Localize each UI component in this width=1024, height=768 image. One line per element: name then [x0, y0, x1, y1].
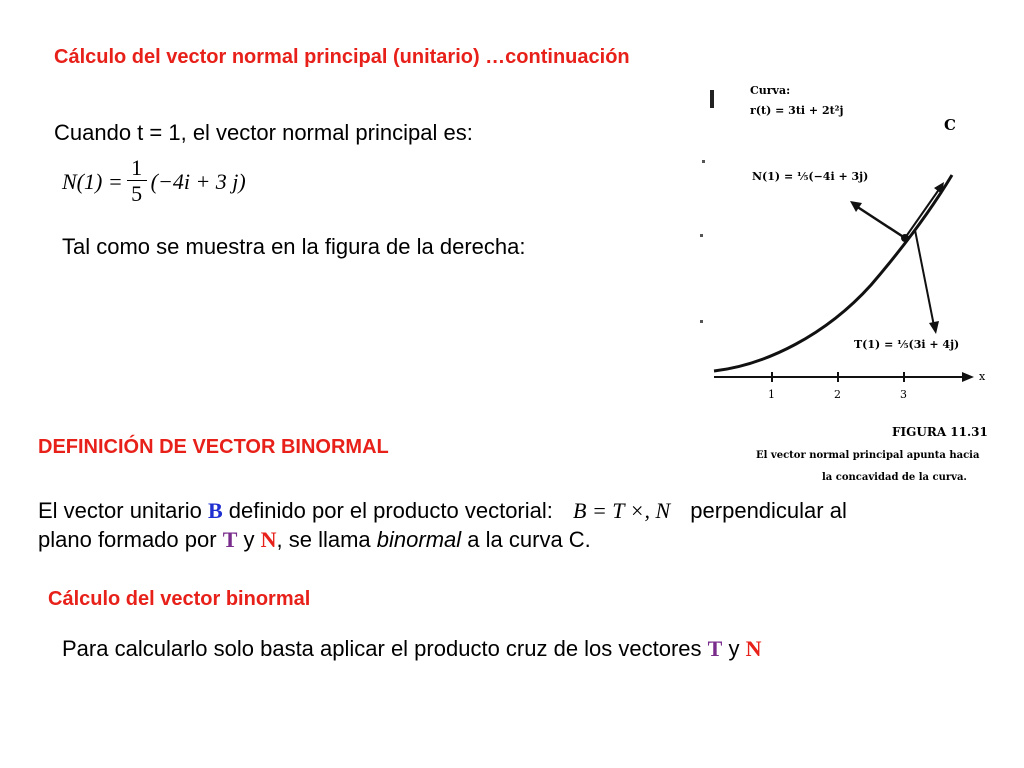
normal-vector-label: N(1) = ⅕(−4i + 3j) — [752, 170, 869, 183]
intro-text: Cuando t = 1, el vector normal principal es: — [54, 120, 473, 145]
page-title: Cálculo del vector normal principal (unitario) …continuación — [54, 46, 630, 68]
equation-fraction — [127, 156, 147, 207]
normal-vector-arrow — [856, 206, 905, 238]
binormal-formula: B = T ×, N — [573, 498, 671, 523]
figure-caption-line-1: El vector normal principal apunta hacia — [756, 450, 980, 461]
tick-label-2: 2 — [834, 388, 841, 401]
figure-caption-line-2: la concavidad de la curva. — [822, 472, 967, 483]
binormal-calculation-text: Para calcularlo solo basta aplicar el producto cruz de los vectores T y N — [62, 636, 762, 661]
binormal-definition-text: El vector unitario B definido por el producto vectorial: B = T ×, N perpendicular al plano formado por T y N, se llama binormal a la curva C. — [38, 498, 847, 552]
x-axis-label: x — [979, 370, 986, 383]
curve-label: Curva: — [750, 84, 791, 97]
tangent-vector-arrow — [915, 230, 934, 326]
equation-rhs: (−4i + 3 j) — [150, 168, 246, 194]
vector-t: T — [222, 527, 238, 552]
c-pointer-arrow — [905, 188, 940, 238]
binormal-definition-heading: DEFINICIÓN DE VECTOR BINORMAL — [38, 436, 389, 458]
curve-figure — [696, 80, 996, 500]
curve-diagram — [696, 80, 996, 500]
normal-vector-equation — [62, 156, 246, 207]
binormal-calculation-heading: Cálculo del vector binormal — [48, 588, 311, 610]
equation-lhs: N(1) = — [62, 168, 123, 194]
curve-c-label: C — [944, 116, 956, 134]
figure-caption-title: FIGURA 11.31 — [892, 425, 988, 439]
fraction-denominator: 5 — [131, 181, 143, 206]
figure-reference-text: Tal como se muestra en la figura de la derecha: — [62, 234, 526, 259]
vector-n: N — [260, 527, 277, 552]
tick-label-3: 3 — [900, 388, 907, 401]
calc-vector-n: N — [745, 636, 762, 661]
tick-label-1: 1 — [768, 388, 775, 401]
tangent-vector-label: T(1) = ⅕(3i + 4j) — [854, 338, 960, 351]
fraction-numerator: 1 — [131, 155, 143, 180]
vector-b: B — [207, 498, 223, 523]
calc-vector-t: T — [707, 636, 723, 661]
curve-equation: r(t) = 3ti + 2t²j — [750, 104, 844, 117]
binormal-term: binormal — [376, 527, 462, 552]
